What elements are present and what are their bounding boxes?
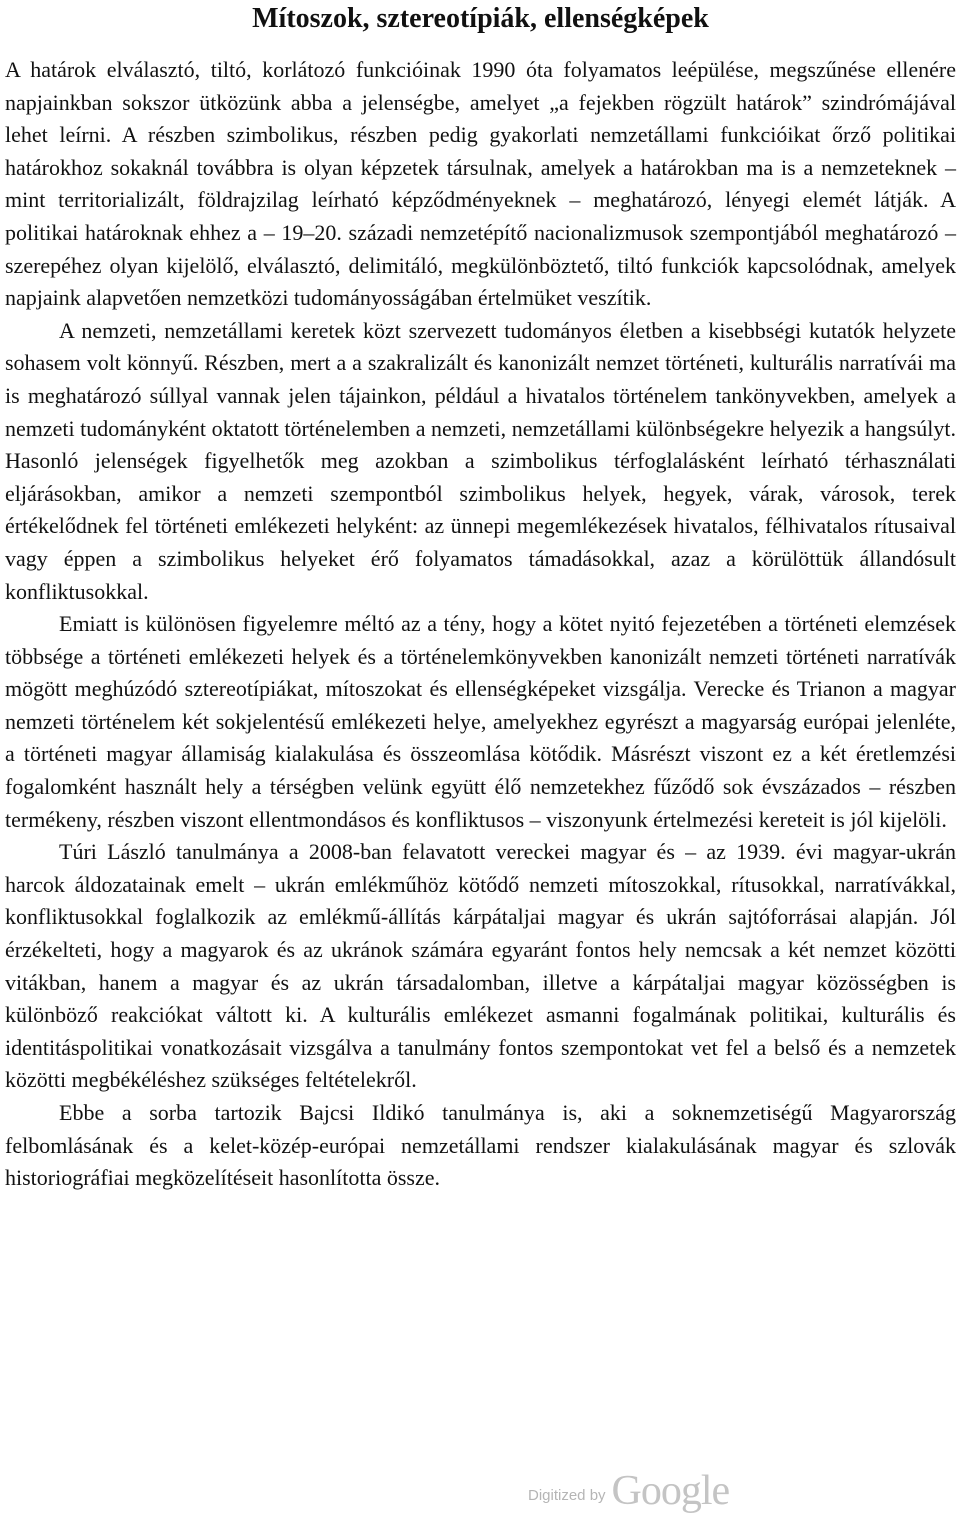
document-page [5,0,956,1195]
page-title: Mítoszok, sztereotípiák, ellenségképek [252,3,709,34]
digitized-watermark [528,1462,788,1512]
paragraph-4: Túri László tanulmánya a 2008-ban felavatott vereckei magyar és – az 1939. évi magyar-ukrán harcok áldozatainak emelt – ukrán emlékműhöz kötődő nemzeti mítoszokkal, rítusokkal, narratívákkal, konfliktusokkal foglalkozik az emlékmű-állítás kárpátaljai magyar és ukrán sajtóforrásai alapján. Jól érzékelteti, hogy a magyarok és az ukránok számára egyaránt fontos hely nemcsak a két nemzet közötti vitákban, hanem a magyar és az ukrán társadalomban, illetve a kárpátaljai magyar közösségben is különböző reakciókat váltott ki. A kulturális emlékezet asmanni fogalmának politikai, kulturális és identitáspolitikai vonatkozásait vizsgálva a tanulmány fontos szempontokat vet fel a belső és a nemzetek közötti megbékéléshez szükséges feltételekről. [5,839,956,1093]
google-logo: Google [611,1468,730,1514]
paragraph-5: Ebbe a sorba tartozik Bajcsi Ildikó tanulmánya is, aki a soknemzetiségű Magyarország felbomlásának és a kelet-közép-európai nemzetállami rendszer kialakulásának magyar és szlovák historiográfiai megközelítéseit hasonlította össze. [5,1100,956,1191]
paragraph-1: A határok elválasztó, tiltó, korlátozó funkcióinak 1990 óta folyamatos leépülése, megszűnése ellenére napjainkban sokszor ütközünk abba a jelenségbe, amelyet „a fejekben rögzült határok” szindrómájával lehet leírni. A részben szimbolikus, részben pedig gyakorlati nemzetállami funkcióikat őrző politikai határokhoz sokaknál továbbra is olyan képzetek társulnak, amelyek a határokban ma is a nemzeteknek – mint territorializált, földrajzilag leírható képződményeknek – meghatározó, lényegi elemét látják. A politikai határoknak ehhez a – 19–20. századi nemzetépítő nacionalizmusok szempontjából meghatározó – szerepéhez olyan kijelölő, elválasztó, delimitáló, megkülönböztető, tiltó funkciók kapcsolódnak, amelyek napjaink alapvetően nemzetközi tudományosságában értelmüket veszítik. [5,57,956,311]
watermark-prefix: Digitized by [528,1487,606,1504]
paragraph-2: A nemzeti, nemzetállami keretek közt szervezett tudományos életben a kisebbségi kutatók helyzete sohasem volt könnyű. Részben, mert a a szakralizált és kanonizált nemzet történeti, kulturális narratívái ma is meghatározó súllyal vannak jelen tájainkon, például a hivatalos történelem tankönyvekben, amelyek a nemzeti tudományként oktatott történelemben a nemzeti, nemzetállami különbségekre helyezik a hangsúlyt. Hasonló jelenségek figyelhetők meg azokban a szimbolikus térfoglalásként leírható térhasználati eljárásokban, amikor a nemzeti szempontból szimbolikus helyek, hegyek, várak, városok, terek értékelődnek fel történeti emlékezeti helyként: az ünnepi megemlékezések hivatalos, félhivatalos rítusaival vagy éppen a szimbolikus helyeket érő folyamatos támadásokkal, azaz a körülöttük állandósult konfliktusokkal. [5,317,956,604]
paragraph-3: Emiatt is különösen figyelemre méltó az a tény, hogy a kötet nyitó fejezetében a történeti elemzések többsége a történeti emlékezeti helyek és a történelemkönyvekben kanonizált nemzeti történeti narratívák mögött meghúzódó sztereotípiákat, mítoszokat és ellenségképeket vizsgálja. Verecke és Trianon a magyar nemzeti történelem két sokjelentésű emlékezeti helye, amelyekhez egyrészt a magyarság európai jelenléte, a történeti magyar államiság kialakulása és összeomlása kötődik. Másrészt viszont ez a két éretlemzési fogalomként használt hely a térségben velünk együtt élő nemzetekhez fűződő sok évszázados – részben termékeny, részben viszont ellentmondásos és konfliktusos – viszonyunk értelmezési kereteit is jól kijelöli. [5,611,956,832]
